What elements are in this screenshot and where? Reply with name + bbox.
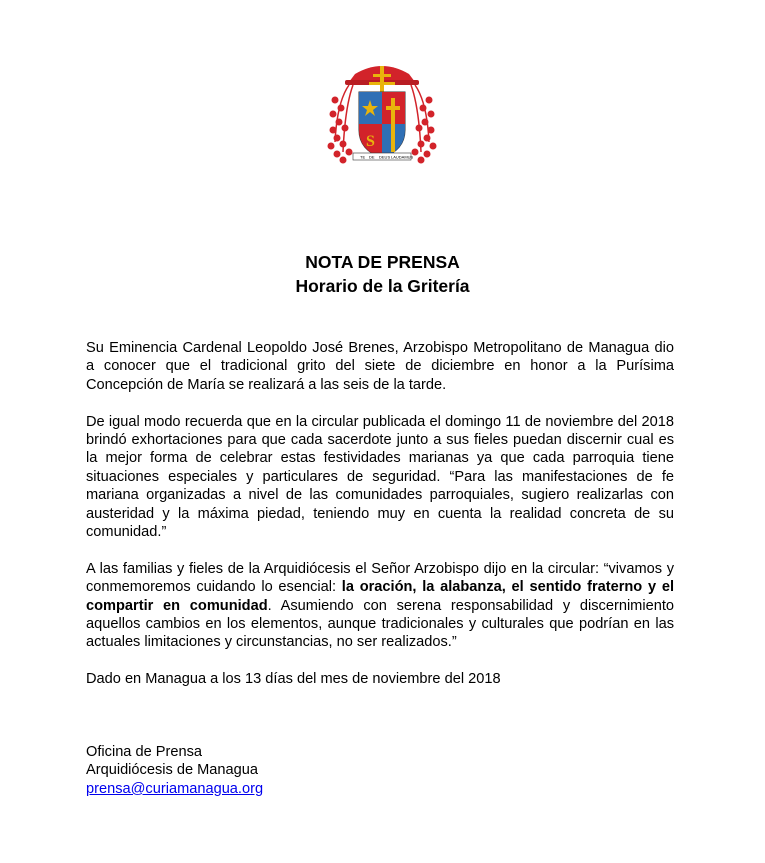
page-subtitle: Horario de la Gritería (295, 276, 470, 296)
svg-text:LAUDAMUS: LAUDAMUS (391, 154, 414, 160)
tassels-left (328, 85, 354, 164)
paragraph-families-end: . Asumiendo con serena responsabilidad y discernimiento aquellos cambios en los elementos, aunque tradicionales y culturales que podrían en las actuales limitaciones y circunstancias, no ser realizados.” (86, 597, 674, 651)
signature-organization: Arquidiócesis de Managua (86, 762, 258, 779)
signature-office: Oficina de Prensa (86, 744, 203, 760)
paragraph-date: Dado en Managua a los 13 días del mes de noviembre del 2018 (86, 671, 501, 688)
press-release-body (86, 339, 674, 707)
svg-text:S: S (366, 133, 375, 150)
paragraph-announcement: Su Eminencia Cardenal Leopoldo José Brenes, Arzobispo Metropolitano de Managua dio a conocer que el tradicional grito del siete de diciembre en honor a la Purísima Concepción de María se realizará a las seis de la tarde. (86, 340, 674, 393)
paragraph-families (86, 560, 674, 652)
paragraph-circular: De igual modo recuerda que en la circular publicada el domingo 11 de noviembre del 2018 brindó exhortaciones para que cada sacerdote junto a sus fieles puedan discernir cual es la mejor forma de celebrar estas festividades marianas ya que cada parroquia tiene situaciones especiales y particulares de seguridad. “Para las manifestaciones de fe mariana organizadas a nivel de las comunidades parroquiales, sugiero realizarlas con austeridad y la máxima piedad, teniendo muy en cuenta la realidad concreta de su comunidad.” (86, 413, 674, 541)
title-block (0, 250, 765, 298)
paragraph-families-emphasis: la oración, la alabanza, el sentido fraterno y el compartir en comunidad (86, 579, 674, 614)
svg-text:TE: TE (360, 154, 366, 160)
signature-block (86, 743, 263, 798)
tassels-right (411, 85, 437, 164)
svg-text:DE: DE (369, 154, 375, 160)
email-link[interactable]: prensa@curiamanagua.org (86, 780, 264, 797)
svg-text:DEUS: DEUS (379, 154, 391, 160)
page-title: NOTA DE PRENSA (305, 252, 460, 272)
shield (359, 92, 405, 158)
paragraph-families-start: A las familias y fieles de la Arquidiócesis el Señor Arzobispo dijo en la circular: “vivamos y conmemoremos cuidando lo esencial: (86, 560, 674, 596)
motto-ribbon (353, 153, 414, 160)
cardinal-coat-of-arms-logo (327, 52, 437, 180)
